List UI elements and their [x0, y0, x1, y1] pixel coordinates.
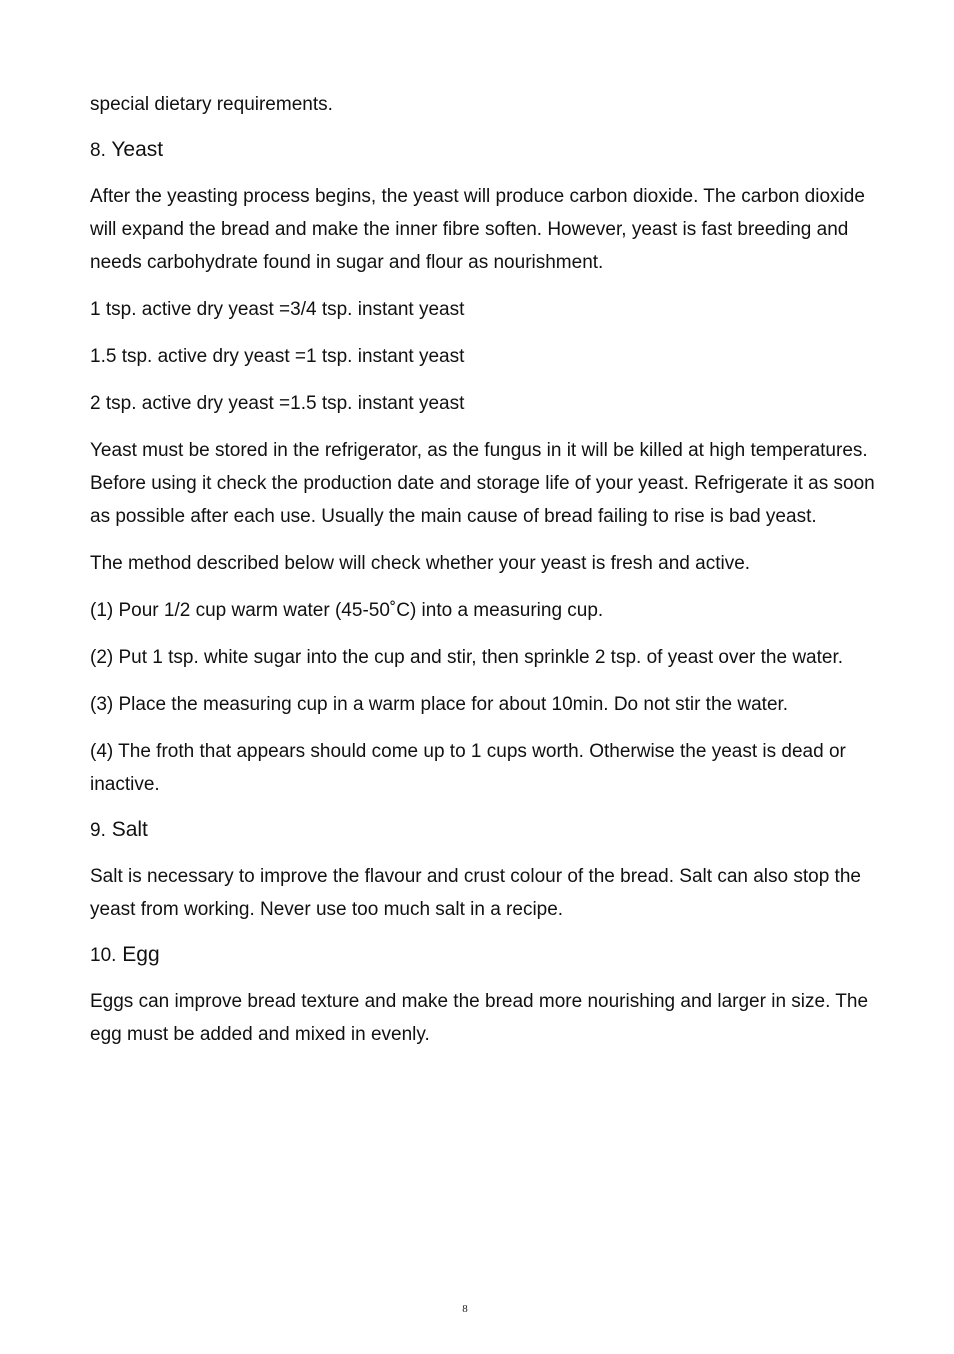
conversion-line-2: 1.5 tsp. active dry yeast =1 tsp. instant yeast: [90, 346, 465, 367]
section-heading-yeast: [90, 135, 880, 166]
paragraph-yeast-intro: After the yeasting process begins, the yeast will produce carbon dioxide. The carbon dioxide will expand the bread and make the inner fibre soften. However, yeast is fast breeding and needs carbohydrate found in sugar and flour as nourishment.: [90, 186, 865, 273]
step-1: (1) Pour 1/2 cup warm water (45-50˚C) into a measuring cup.: [90, 600, 604, 621]
page-number: 8: [462, 1303, 468, 1315]
section-heading-salt: [90, 815, 880, 846]
section-number: 9.: [90, 820, 106, 841]
paragraph-yeast-storage: Yeast must be stored in the refrigerator, as the fungus in it will be killed at high temperatures. Before using it check the production date and storage life of your yeast. Refrigerate it as soon as possible after each use. Usually the main cause of bread failing to rise is bad yeast.: [90, 440, 875, 527]
paragraph-dietary-continuation: special dietary requirements.: [90, 94, 333, 115]
section-number: 8.: [90, 140, 106, 161]
paragraph-egg: Eggs can improve bread texture and make the bread more nourishing and larger in size. The egg must be added and mixed in evenly.: [90, 991, 869, 1045]
paragraph-salt: Salt is necessary to improve the flavour and crust colour of the bread. Salt can also stop the yeast from working. Never use too much salt in a recipe.: [90, 866, 861, 920]
paragraph-yeast-method: The method described below will check whether your yeast is fresh and active.: [90, 553, 751, 574]
page-content: [90, 88, 880, 1065]
step-4: (4) The froth that appears should come up to 1 cups worth. Otherwise the yeast is dead or inactive.: [90, 741, 846, 795]
section-title: Salt: [111, 818, 148, 841]
step-2: (2) Put 1 tsp. white sugar into the cup and stir, then sprinkle 2 tsp. of yeast over the water.: [90, 647, 844, 668]
step-3: (3) Place the measuring cup in a warm place for about 10min. Do not stir the water.: [90, 694, 789, 715]
conversion-line-1: 1 tsp. active dry yeast =3/4 tsp. instant yeast: [90, 299, 465, 320]
conversion-line-3: 2 tsp. active dry yeast =1.5 tsp. instant yeast: [90, 393, 465, 414]
section-number: 10.: [90, 945, 117, 966]
section-title: Yeast: [111, 138, 164, 161]
section-title: Egg: [122, 943, 160, 966]
section-heading-egg: [90, 940, 880, 971]
